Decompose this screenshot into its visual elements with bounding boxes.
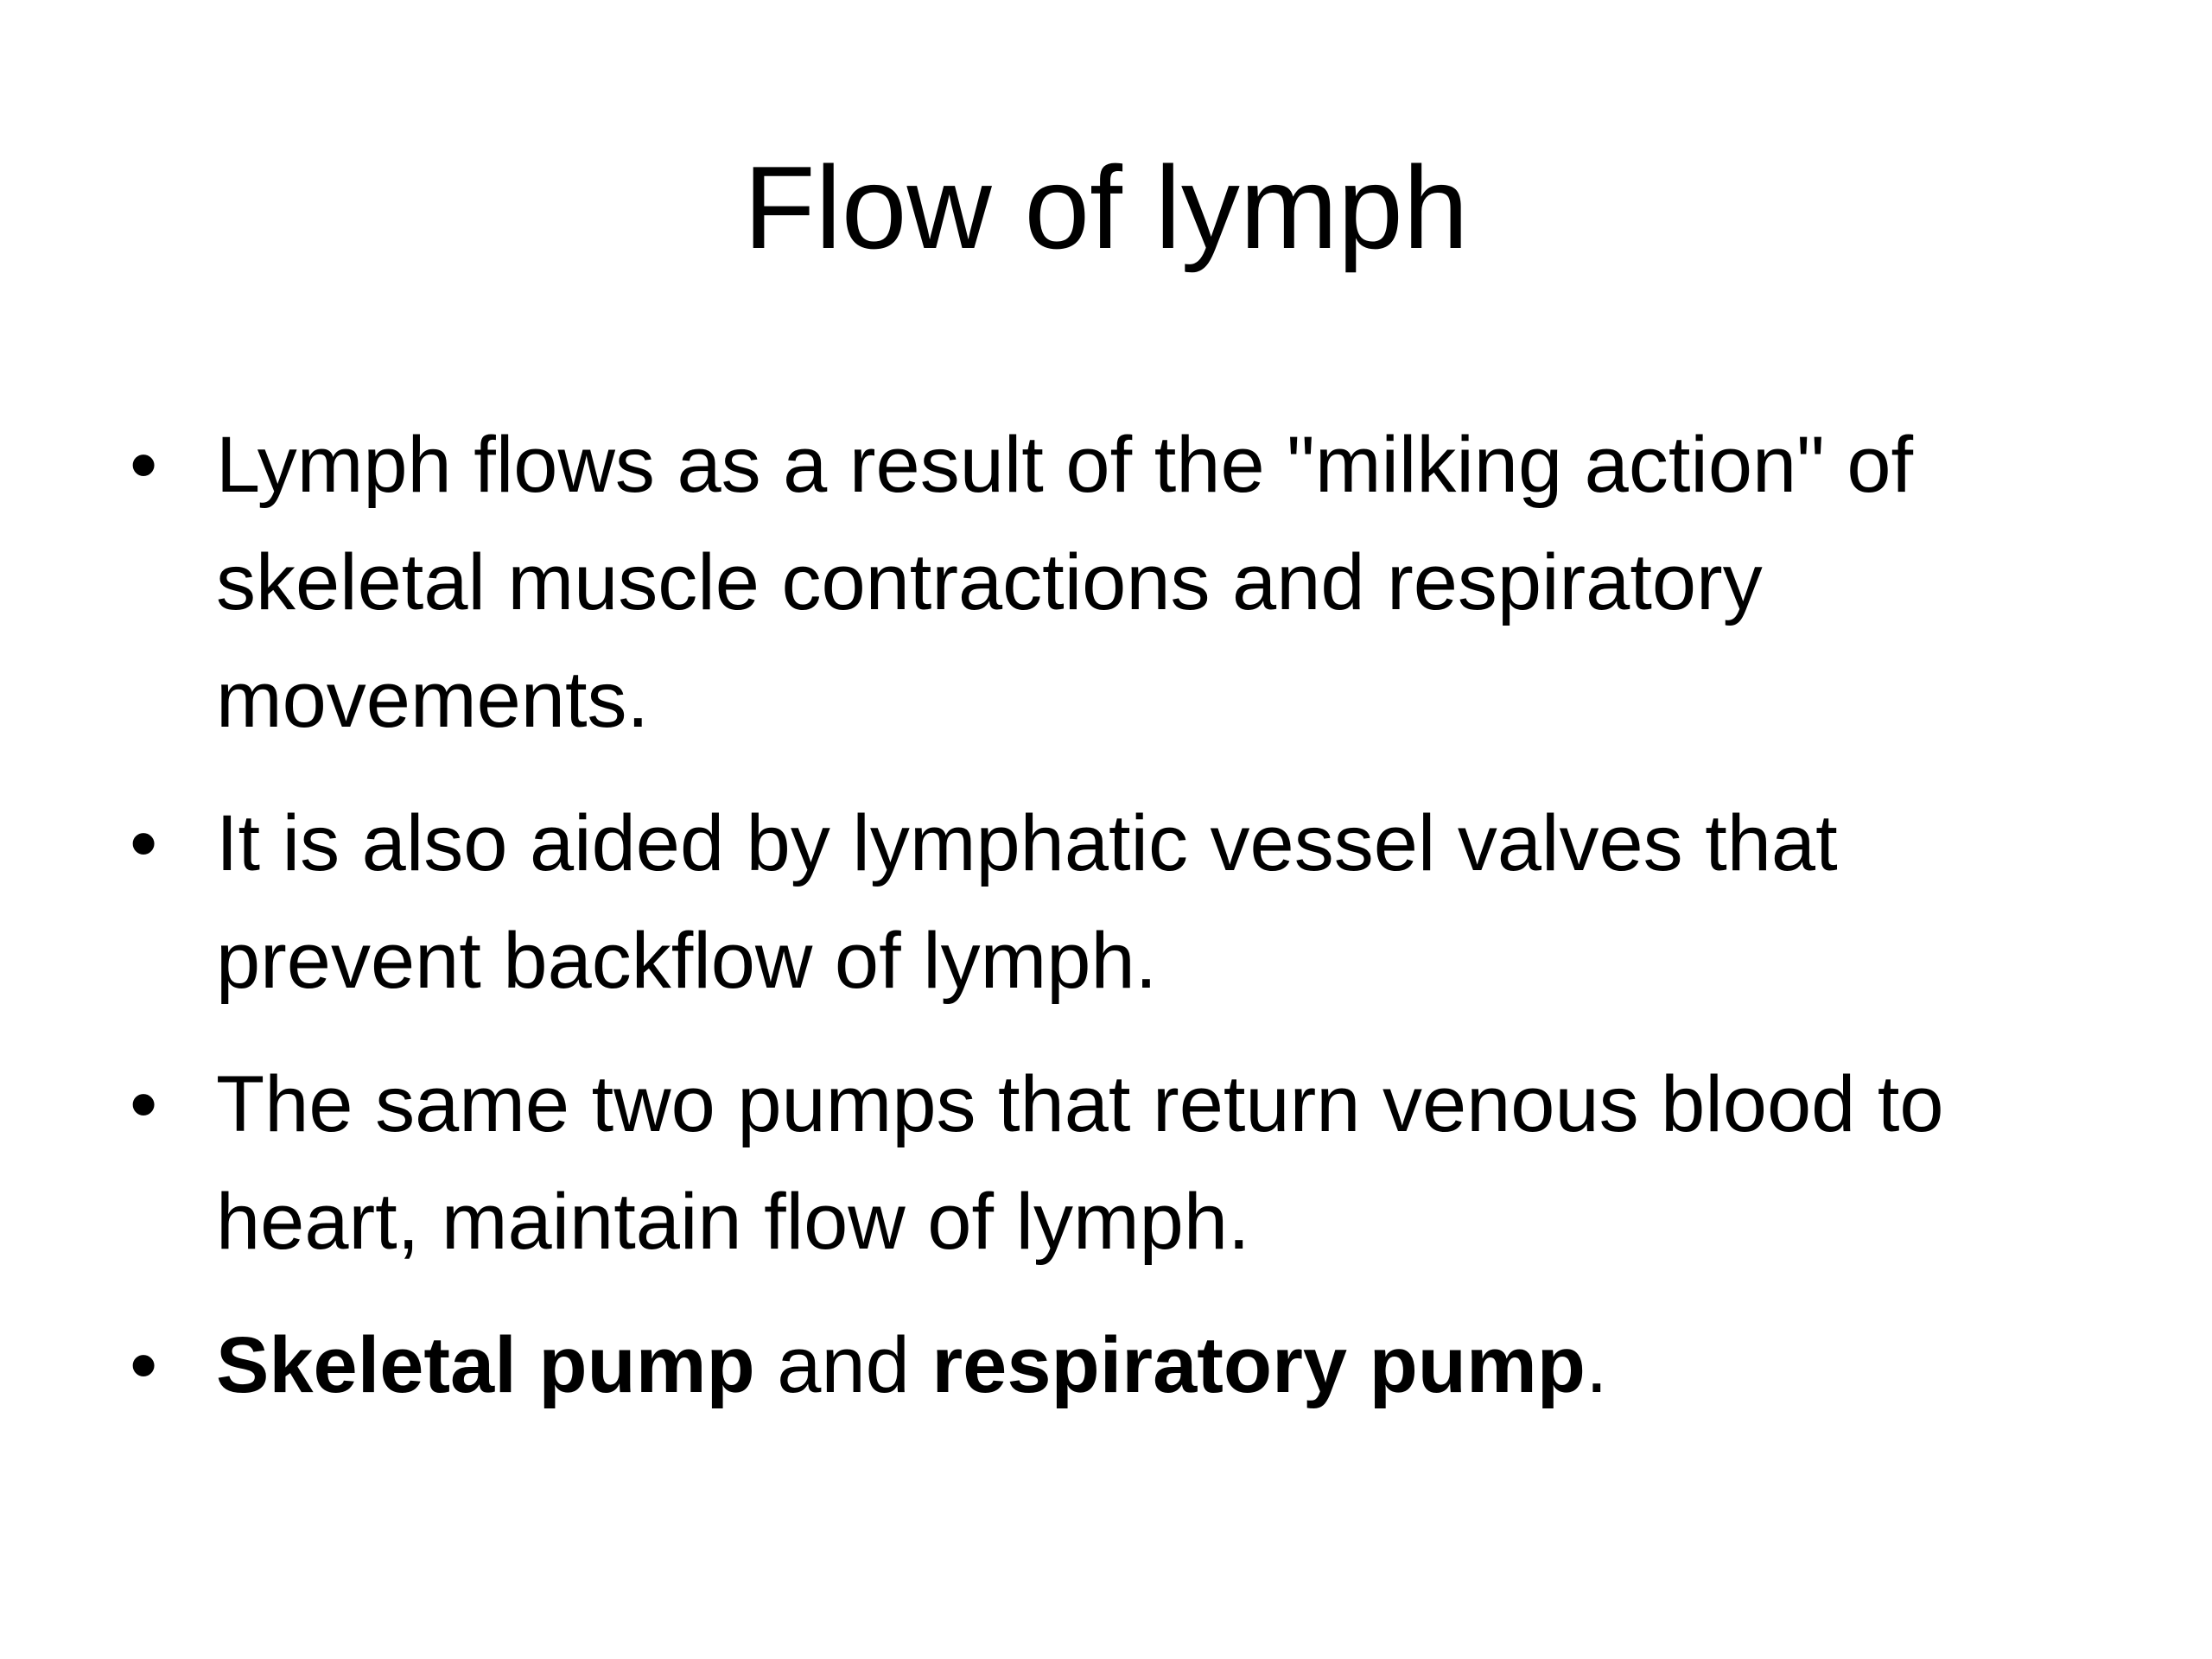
bullet-item-4 <box>130 1306 2117 1424</box>
bullet-list <box>130 406 2117 1450</box>
bullet-text: It is also aided by lymphatic vessel valves that prevent backflow of lymph. <box>216 799 1838 1005</box>
slide-title: Flow of lymph <box>743 142 1469 273</box>
bold-term-respiratory-pump: respiratory pump <box>931 1321 1586 1409</box>
connector-text: and <box>754 1321 932 1409</box>
bullet-text: Lymph flows as a result of the "milking action" of skeletal muscle contractions and respiratory movements. <box>216 421 1914 744</box>
bullet-text: The same two pumps that return venous blood to heart, maintain flow of lymph. <box>216 1060 1944 1266</box>
bullet-item-1 <box>130 406 2117 759</box>
bold-term-skeletal-pump: Skeletal pump <box>216 1321 755 1409</box>
ending-punctuation: . <box>1586 1321 1608 1409</box>
bullet-marker: • <box>130 421 158 509</box>
bullet-marker: • <box>130 799 158 887</box>
bullet-item-2 <box>130 785 2117 1020</box>
bullet-item-3 <box>130 1046 2117 1281</box>
bullet-marker: • <box>130 1060 158 1148</box>
bullet-marker: • <box>130 1321 158 1409</box>
